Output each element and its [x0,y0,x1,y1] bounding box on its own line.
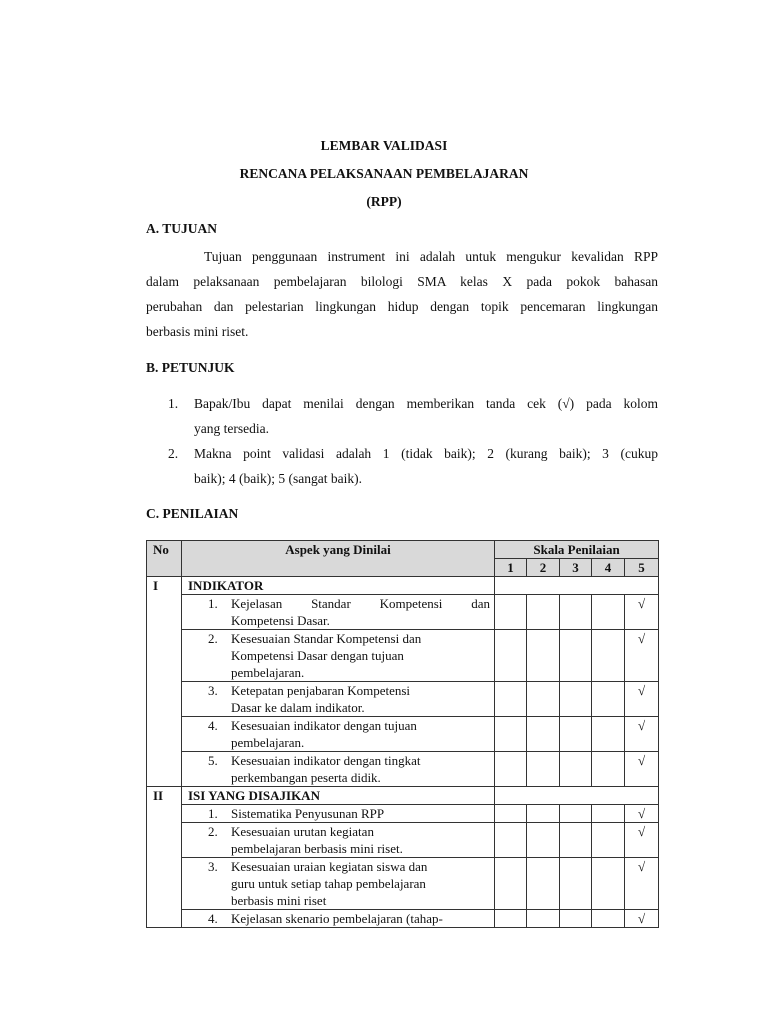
score-cell-1[interactable] [495,823,527,858]
score-cell-4[interactable] [592,823,625,858]
aspect-cell [182,858,495,910]
score-cell-3[interactable] [560,823,592,858]
aspect-line: guru untuk setiap tahap pembelajaran [231,876,426,891]
score-cell-2[interactable] [527,682,560,717]
aspect-line: Kesesuaian Standar Kompetensi dan [231,631,422,646]
list-item [146,441,658,491]
paragraph-line: dalam pelaksanaan pembelajaran bilologi SMA kelas X pada pokok bahasan [146,274,658,289]
score-cell-1[interactable] [495,630,527,682]
paragraph-line: berbasis mini riset. [146,324,249,339]
aspect-cell [182,630,495,682]
aspect-line: Kompetensi Dasar dengan tujuan [231,648,404,663]
score-cell-3[interactable] [560,717,592,752]
item-number: 3. [208,859,218,874]
list-line: baik); 4 (baik); 5 (sangat baik). [194,471,362,486]
score-cell-1[interactable] [495,752,527,787]
score-cell-4[interactable] [592,630,625,682]
aspect-line: Kompetensi Dasar. [231,613,330,628]
section-title: INDIKATOR [182,577,495,595]
aspect-line: Ketepatan penjabaran Kompetensi [231,683,411,698]
table-row [147,752,659,787]
aspect-cell [182,910,495,928]
list-number: 1. [168,396,179,411]
table-row [147,910,659,928]
scale-header: 3 [560,559,592,577]
item-number: 2. [208,824,218,839]
aspect-cell [182,682,495,717]
check-mark: √ [637,911,646,926]
doc-subtitle-abbrev: (RPP) [366,194,402,209]
score-cell-2[interactable] [527,595,560,630]
item-number: 5. [208,753,218,768]
table-row [147,805,659,823]
check-mark: √ [637,631,646,646]
section-number: I [147,577,182,787]
score-cell-2[interactable] [527,805,560,823]
check-mark: √ [637,718,646,733]
score-cell-4[interactable] [592,717,625,752]
section-heading-petunjuk: B. PETUNJUK [146,360,235,375]
aspect-line: Kejelasan skenario pembelajaran (tahap- [231,911,443,926]
scale-header: 4 [592,559,625,577]
score-cell-4[interactable] [592,595,625,630]
section-heading-tujuan: A. TUJUAN [146,221,218,236]
score-cell-5[interactable] [625,682,659,717]
doc-subtitle: RENCANA PELAKSANAAN PEMBELAJARAN [239,166,529,181]
score-cell-3[interactable] [560,805,592,823]
score-cell-4[interactable] [592,805,625,823]
score-cell-4[interactable] [592,682,625,717]
petunjuk-list [146,391,658,491]
scale-header: 1 [495,559,527,577]
score-cell-2[interactable] [527,858,560,910]
aspect-line: Sistematika Penyusunan RPP [231,806,385,821]
score-cell-4[interactable] [592,752,625,787]
score-cell-4[interactable] [592,858,625,910]
aspect-line: pembelajaran. [231,735,305,750]
list-line: yang tersedia. [194,421,269,436]
table-row [147,823,659,858]
aspect-line: Kesesuaian indikator dengan tujuan [231,718,417,733]
aspect-line: Kesesuaian uraian kegiatan siswa dan [231,859,428,874]
aspect-cell [182,595,495,630]
score-cell-5[interactable] [625,595,659,630]
section-title: ISI YANG DISAJIKAN [182,787,495,805]
aspect-cell [182,805,495,823]
empty-scale-cell [495,577,659,595]
aspect-line: Kesesuaian indikator dengan tingkat [231,753,421,768]
score-cell-5[interactable] [625,717,659,752]
aspect-cell [182,717,495,752]
score-cell-3[interactable] [560,595,592,630]
score-cell-5[interactable] [625,630,659,682]
aspect-line: Kesesuaian urutan kegiatan [231,824,374,839]
score-cell-2[interactable] [527,823,560,858]
score-cell-2[interactable] [527,717,560,752]
score-cell-5[interactable] [625,858,659,910]
score-cell-5[interactable] [625,910,659,928]
item-number: 4. [208,718,218,733]
paragraph-line: perubahan dan pelestarian lingkungan hidup dengan topik pencemaran lingkungan [146,299,658,314]
score-cell-1[interactable] [495,682,527,717]
score-cell-1[interactable] [495,910,527,928]
check-mark: √ [637,683,646,698]
check-mark: √ [637,859,646,874]
aspect-line: perkembangan peserta didik. [231,770,381,785]
table-row-category [147,787,659,805]
item-number: 4. [208,911,218,926]
table-row-category [147,577,659,595]
scale-header: 2 [527,559,560,577]
score-cell-1[interactable] [495,858,527,910]
check-mark: √ [637,596,646,611]
table-row [147,630,659,682]
score-cell-1[interactable] [495,595,527,630]
score-cell-2[interactable] [527,910,560,928]
item-number: 1. [208,806,218,821]
score-cell-3[interactable] [560,858,592,910]
table-body [147,577,659,928]
empty-scale-cell [495,787,659,805]
aspect-line: Dasar ke dalam indikator. [231,700,365,715]
score-cell-5[interactable] [625,752,659,787]
list-line: Bapak/Ibu dapat menilai dengan memberikan tanda cek (√) pada kolom [194,396,658,411]
score-cell-2[interactable] [527,630,560,682]
item-number: 3. [208,683,218,698]
check-mark: √ [637,753,646,768]
table-row [147,858,659,910]
table-row [147,717,659,752]
aspect-line: pembelajaran. [231,665,305,680]
table-row [147,595,659,630]
aspect-line: Kejelasan Standar Kompetensi dan [231,596,490,611]
score-cell-4[interactable] [592,910,625,928]
aspect-line: pembelajaran berbasis mini riset. [231,841,403,856]
header-aspek: Aspek yang Dinilai [182,541,495,577]
aspect-cell [182,823,495,858]
scale-header: 5 [625,559,659,577]
score-cell-5[interactable] [625,805,659,823]
section-heading-penilaian: C. PENILAIAN [146,506,239,521]
score-cell-3[interactable] [560,682,592,717]
header-skala: Skala Penilaian [495,541,659,559]
score-cell-2[interactable] [527,752,560,787]
list-number: 2. [168,446,179,461]
header-no: No [147,541,182,577]
aspect-cell [182,752,495,787]
score-cell-3[interactable] [560,630,592,682]
score-cell-5[interactable] [625,823,659,858]
list-item [146,391,658,441]
score-cell-1[interactable] [495,805,527,823]
paragraph-line: Tujuan penggunaan instrument ini adalah untuk mengukur kevalidan RPP [204,249,658,264]
score-cell-1[interactable] [495,717,527,752]
validation-table [146,540,659,928]
tujuan-paragraph [146,244,658,344]
check-mark: √ [637,806,646,821]
table-row [147,682,659,717]
item-number: 2. [208,631,218,646]
item-number: 1. [208,596,218,611]
score-cell-3[interactable] [560,910,592,928]
list-line: Makna point validasi adalah 1 (tidak baik); 2 (kurang baik); 3 (cukup [194,446,658,461]
doc-title: LEMBAR VALIDASI [320,138,448,153]
aspect-line: berbasis mini riset [231,893,327,908]
section-number: II [147,787,182,928]
score-cell-3[interactable] [560,752,592,787]
check-mark: √ [637,824,646,839]
